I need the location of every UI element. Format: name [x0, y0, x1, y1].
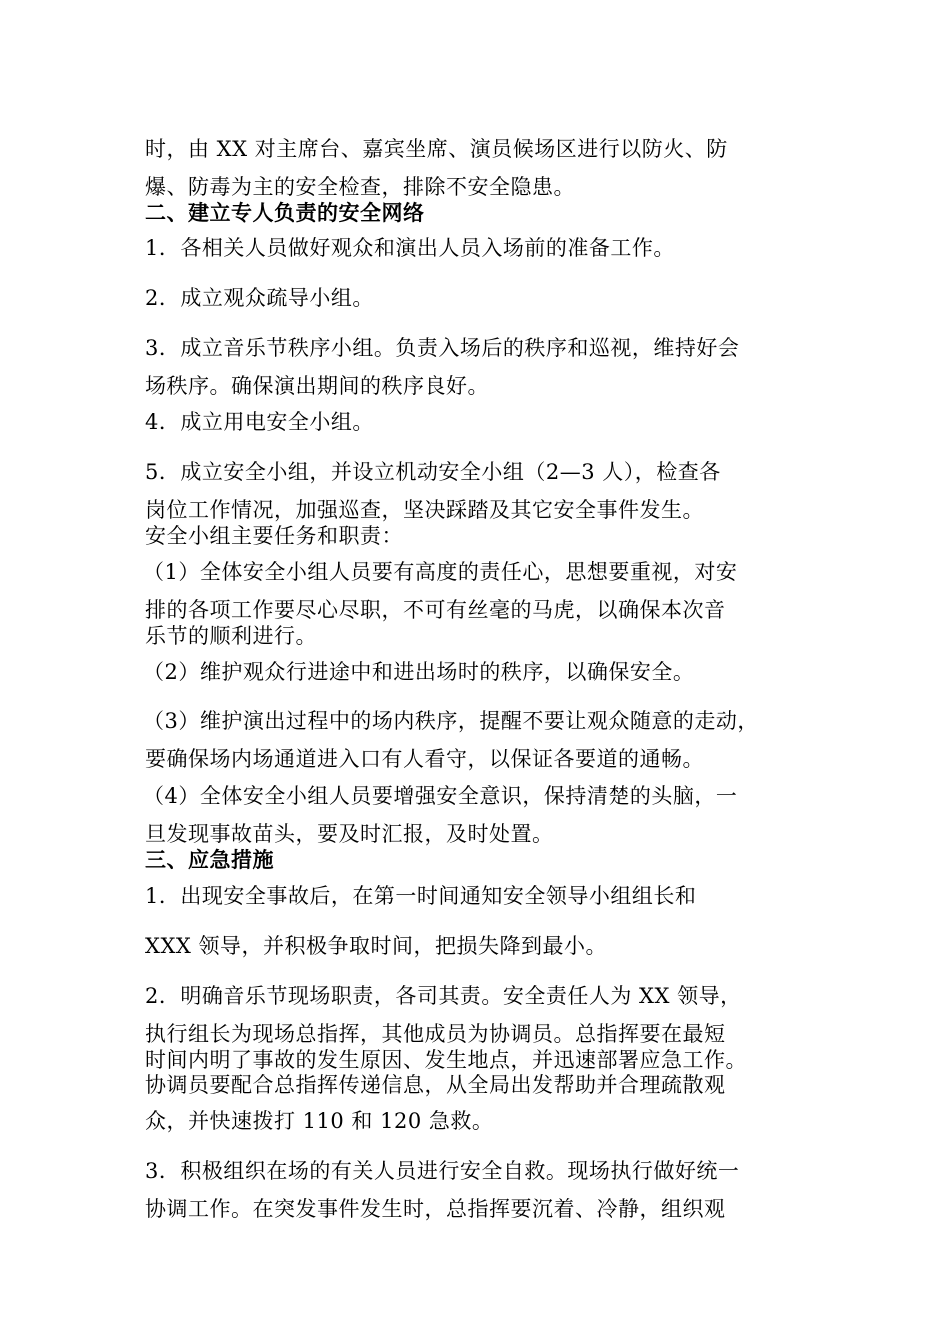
body-text-line: 旦发现事故苗头，要及时汇报，及时处置。: [145, 822, 554, 846]
body-text-line: XXX 领导，并积极争取时间，把损失降到最小。: [145, 934, 608, 958]
body-text-line: 协调员要配合总指挥传递信息，从全局出发帮助并合理疏散观: [145, 1073, 726, 1097]
duty-item-4: （4）全体安全小组人员要增强安全意识，保持清楚的头脑，一: [143, 784, 738, 808]
section-heading-2: 二、建立专人负责的安全网络: [145, 200, 425, 225]
duty-item-1: （1）全体安全小组人员要有高度的责任心，思想要重视，对安: [143, 560, 738, 584]
list-item-3: 3．积极组织在场的有关人员进行安全自救。现场执行做好统一: [145, 1159, 740, 1183]
body-text-line: 安全小组主要任务和职责：: [145, 524, 403, 548]
duty-item-2: （2）维护观众行进途中和进出场时的秩序，以确保安全。: [143, 660, 695, 684]
body-text-line: 爆、防毒为主的安全检查，排除不安全隐患。: [145, 175, 575, 199]
list-item-2: 2．明确音乐节现场职责，各司其责。安全责任人为 XX 领导，: [145, 984, 742, 1008]
list-item-5: 5．成立安全小组，并设立机动安全小组（2—3 人），检查各: [145, 460, 721, 484]
list-item-4: 4．成立用电安全小组。: [145, 410, 374, 434]
body-text-line: 众，并快速拨打 110 和 120 急救。: [145, 1109, 494, 1133]
body-text-line: 排的各项工作要尽心尽职，不可有丝毫的马虎，以确保本次音: [145, 598, 726, 622]
body-text-line: 场秩序。确保演出期间的秩序良好。: [145, 374, 489, 398]
list-item-1: 1．出现安全事故后，在第一时间通知安全领导小组组长和: [145, 884, 697, 908]
body-text-line: 乐节的顺利进行。: [145, 624, 317, 648]
body-text-line: 执行组长为现场总指挥，其他成员为协调员。总指挥要在最短: [145, 1022, 726, 1046]
list-item-1: 1．各相关人员做好观众和演出人员入场前的准备工作。: [145, 236, 675, 260]
list-item-3: 3．成立音乐节秩序小组。负责入场后的秩序和巡视，维持好会: [145, 336, 740, 360]
body-text-line: 时间内明了事故的发生原因、发生地点，并迅速部署应急工作。: [145, 1048, 747, 1072]
duty-item-3: （3）维护演出过程中的场内秩序，提醒不要让观众随意的走动，: [143, 709, 759, 733]
body-text-line: 要确保场内场通道进入口有人看守，以保证各要道的通畅。: [145, 747, 704, 771]
body-text-line: 岗位工作情况，加强巡查，坚决踩踏及其它安全事件发生。: [145, 498, 704, 522]
body-text-line: 协调工作。在突发事件发生时，总指挥要沉着、冷静，组织观: [145, 1197, 726, 1221]
section-heading-3: 三、应急措施: [145, 847, 274, 872]
list-item-2: 2．成立观众疏导小组。: [145, 286, 374, 310]
body-text-line: 时，由 XX 对主席台、嘉宾坐席、演员候场区进行以防火、防: [145, 137, 728, 161]
